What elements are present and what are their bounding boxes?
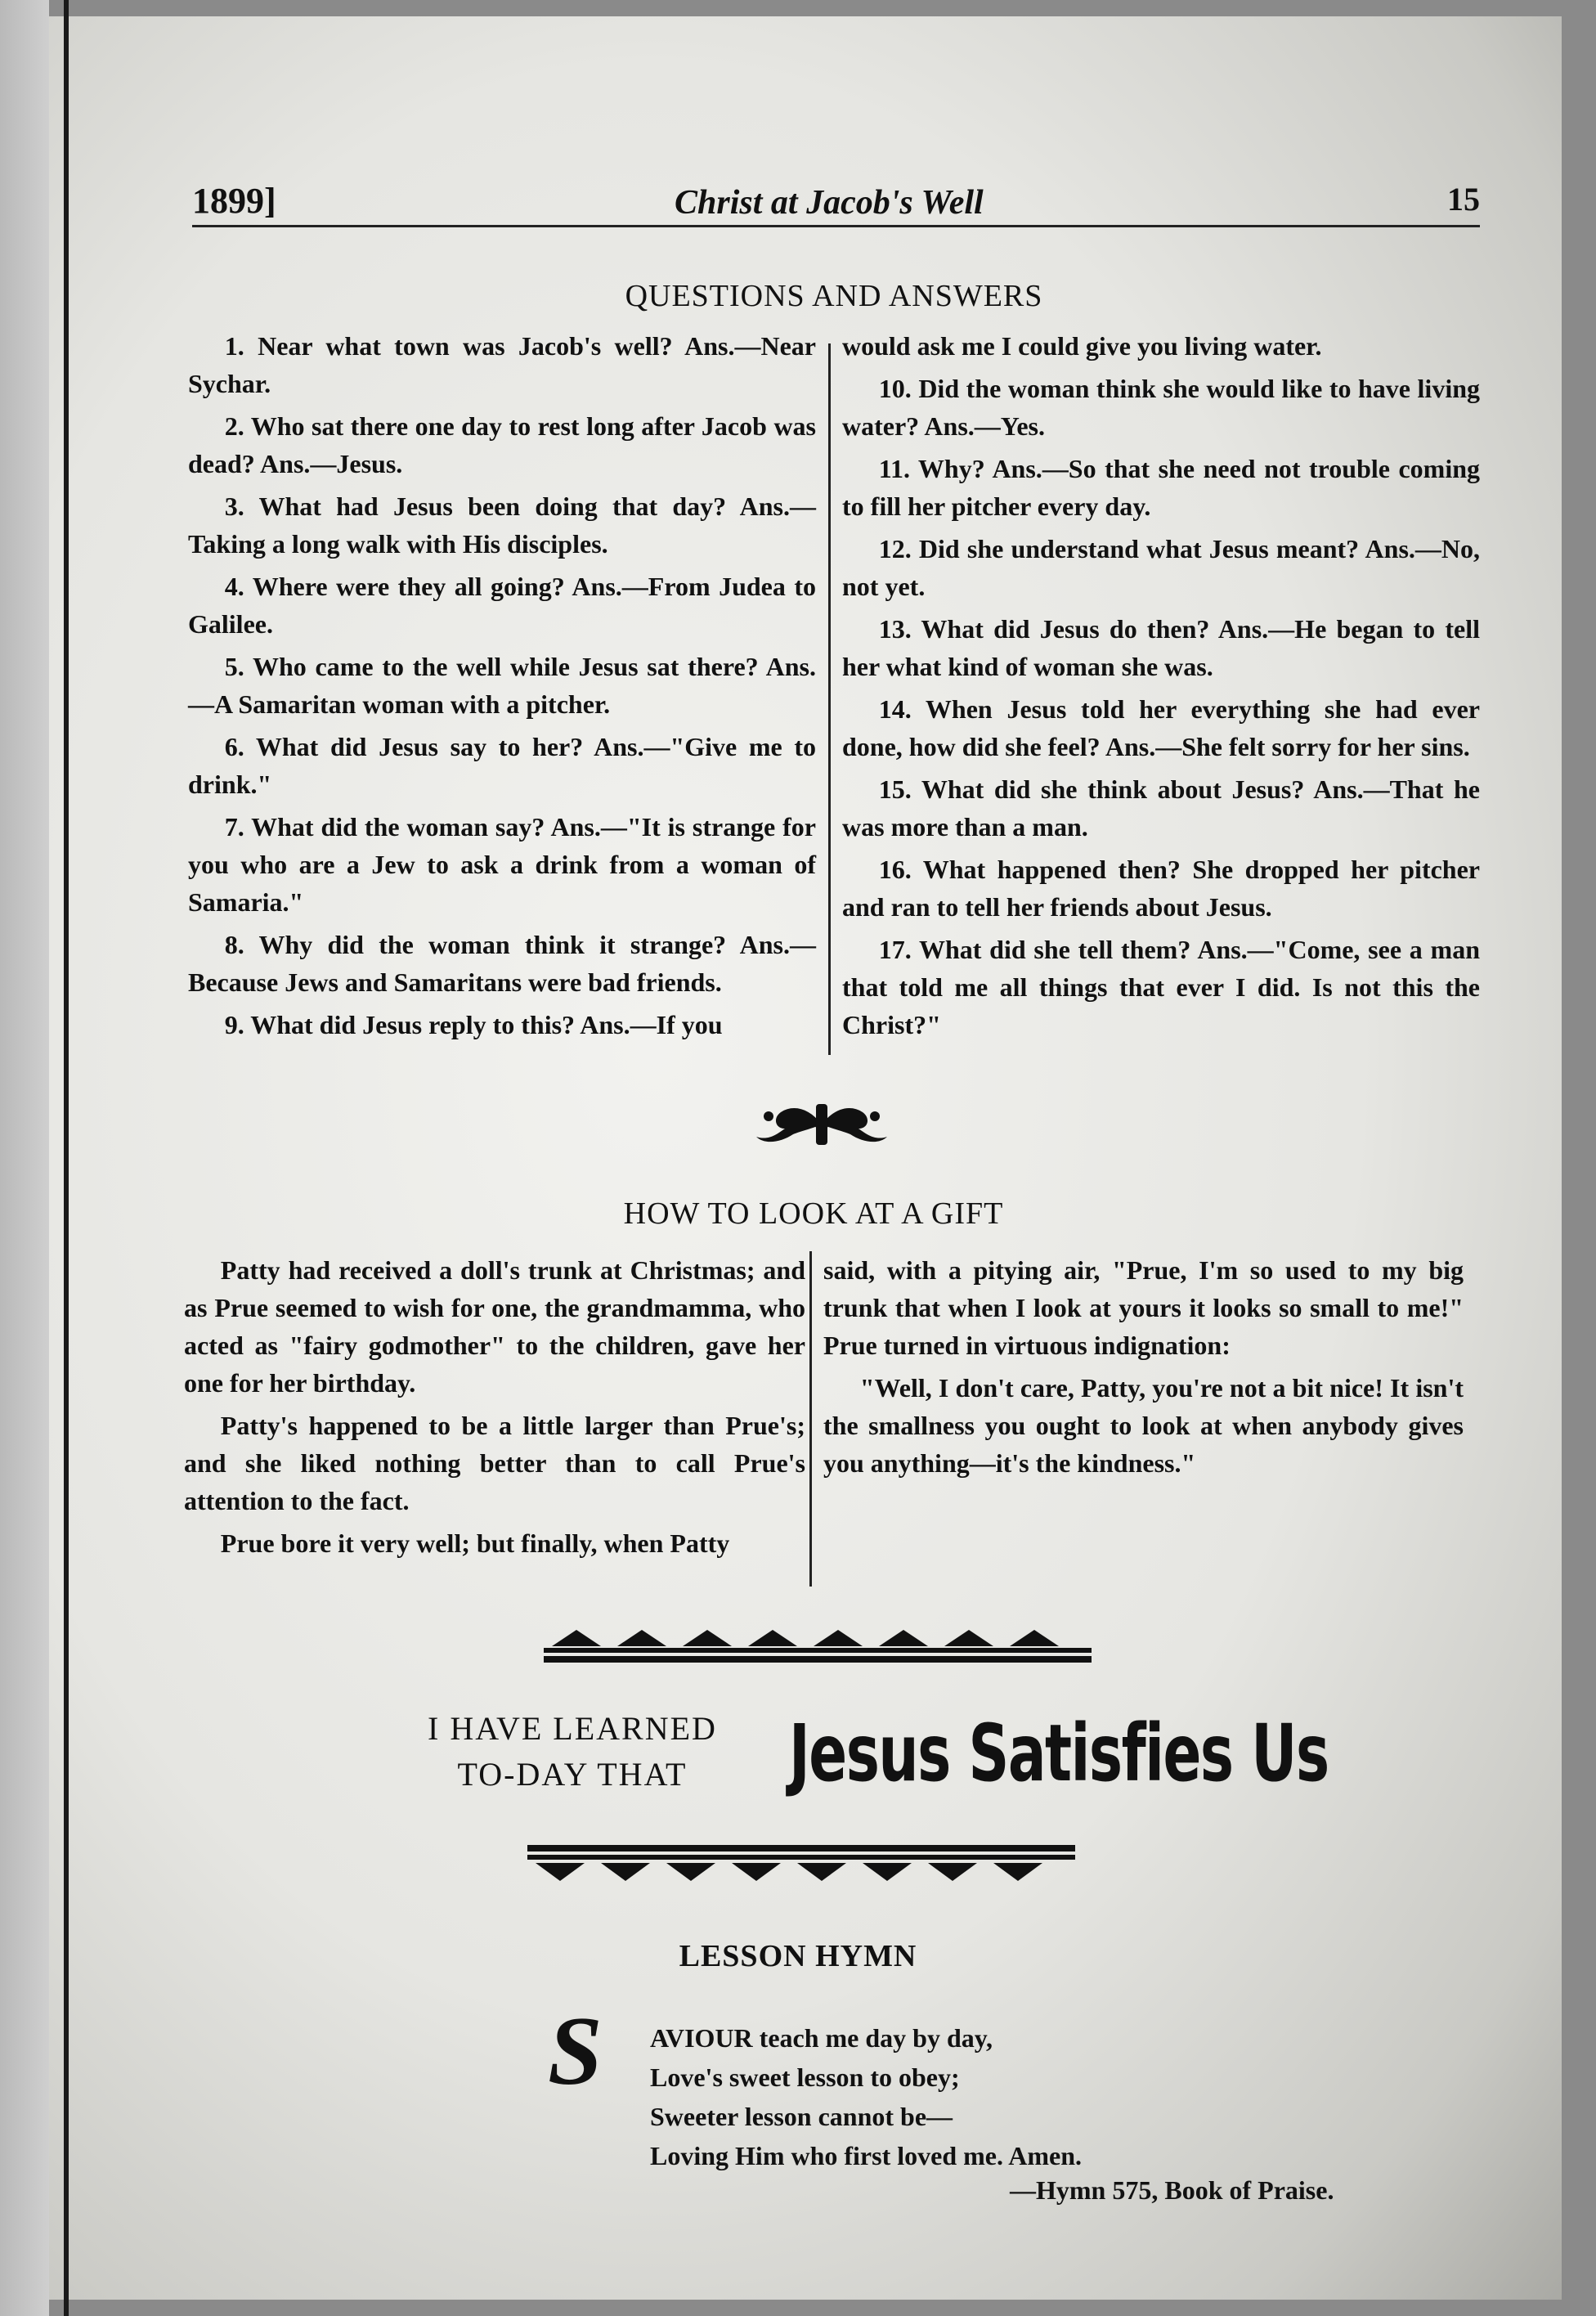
qa-item: 13. What did Jesus do then? Ans.—He began to tell her what kind of woman she was.: [842, 614, 1480, 681]
qa-right-column: [842, 327, 1480, 1048]
gift-left-column: [184, 1251, 805, 1567]
qa-item: 4. Where were they all going? Ans.—From Judea to Galilee.: [188, 572, 816, 639]
qa-heading: QUESTIONS AND ANSWERS: [625, 279, 1043, 313]
gift-section: [184, 1251, 1464, 1595]
gift-paragraph: Patty's happened to be a little larger than Prue's; and she liked nothing better than to call Prue's attention to the fact.: [184, 1411, 805, 1515]
header-rule: [192, 225, 1480, 227]
qa-item: 17. What did she tell them? Ans.—"Come, see a man that told me all things that ever I did. Is not this the Christ?": [842, 935, 1480, 1039]
banner-line: I HAVE LEARNED: [428, 1710, 717, 1747]
fleuron-ornament: [744, 1092, 899, 1157]
banner-line: TO-DAY THAT: [457, 1756, 688, 1793]
header-title: Christ at Jacob's Well: [675, 184, 984, 222]
hymn-line: Loving Him who first loved me. Amen.: [650, 2141, 1082, 2170]
column-divider: [828, 343, 831, 1055]
gift-paragraph: said, with a pitying air, "Prue, I'm so used to my big trunk that when I look at yours it looks so small to me!" Prue turned in virtuous indignation:: [823, 1255, 1464, 1360]
qa-item: 5. Who came to the well while Jesus sat there? Ans.—A Samaritan woman with a pitcher.: [188, 652, 816, 719]
qa-section: [188, 327, 1480, 1063]
qa-left-column: [188, 327, 816, 1048]
qa-item: 6. What did Jesus say to her? Ans.—"Give me to drink.": [188, 732, 816, 799]
running-head: [192, 180, 1480, 229]
gift-paragraph: "Well, I don't care, Patty, you're not a bit nice! It isn't the smallness you ought to look at when anybody gives you anything—it's the kindness.": [823, 1373, 1464, 1478]
gift-right-column: [823, 1251, 1464, 1487]
decorative-band-top: [544, 1623, 1092, 1672]
banner-headline: Jesus Satisfies Us: [789, 1708, 1329, 1799]
qa-item: 3. What had Jesus been doing that day? Ans.—Taking a long walk with His disciples.: [188, 491, 816, 559]
qa-item: 2. Who sat there one day to rest long after Jacob was dead? Ans.—Jesus.: [188, 411, 816, 478]
column-divider: [809, 1251, 812, 1587]
hymn-line: Love's sweet lesson to obey;: [650, 2062, 960, 2092]
qa-item: 7. What did the woman say? Ans.—"It is strange for you who are a Jew to ask a drink from a woman of Samaria.": [188, 812, 816, 917]
gift-heading: HOW TO LOOK AT A GIFT: [623, 1196, 1004, 1231]
qa-item: 14. When Jesus told her everything she had ever done, how did she feel? Ans.—She felt sorry for her sins.: [842, 694, 1480, 761]
qa-item: 8. Why did the woman think it strange? Ans.—Because Jews and Samaritans were bad friends.: [188, 930, 816, 997]
hymn-verse: [650, 2018, 1082, 2175]
qa-item: 16. What happened then? She dropped her pitcher and ran to tell her friends about Jesus.: [842, 855, 1480, 922]
header-page-number: 15: [1447, 181, 1480, 218]
qa-item: 10. Did the woman think she would like to have living water? Ans.—Yes.: [842, 374, 1480, 441]
header-year: 1899]: [192, 181, 276, 221]
qa-item: 1. Near what town was Jacob's well? Ans.—Near Sychar.: [188, 331, 816, 398]
banner-learned-text: [392, 1706, 752, 1798]
qa-item: 11. Why? Ans.—So that she need not trouble coming to fill her pitcher every day.: [842, 454, 1480, 521]
hymn-line: AVIOUR teach me day by day,: [650, 2023, 993, 2053]
gift-paragraph: Patty had received a doll's trunk at Christmas; and as Prue seemed to wish for one, the grandmamma, who acted as "fairy godmother" to the children, gave her one for her birthday.: [184, 1255, 805, 1398]
hymn-credit: —Hymn 575, Book of Praise.: [1010, 2175, 1334, 2205]
hymn-line: Sweeter lesson cannot be—: [650, 2102, 953, 2131]
qa-item: 15. What did she think about Jesus? Ans.—That he was more than a man.: [842, 774, 1480, 842]
hymn-dropcap: S: [548, 1996, 603, 2105]
qa-item: 12. Did she understand what Jesus meant? Ans.—No, not yet.: [842, 534, 1480, 601]
qa-item: 9. What did Jesus reply to this? Ans.—If you: [224, 1010, 723, 1039]
gift-paragraph: Prue bore it very well; but finally, when Patty: [220, 1528, 730, 1558]
decorative-band-bottom: [527, 1838, 1075, 1887]
qa-item: would ask me I could give you living water.: [842, 331, 1322, 361]
hymn-heading: LESSON HYMN: [679, 1939, 917, 1973]
